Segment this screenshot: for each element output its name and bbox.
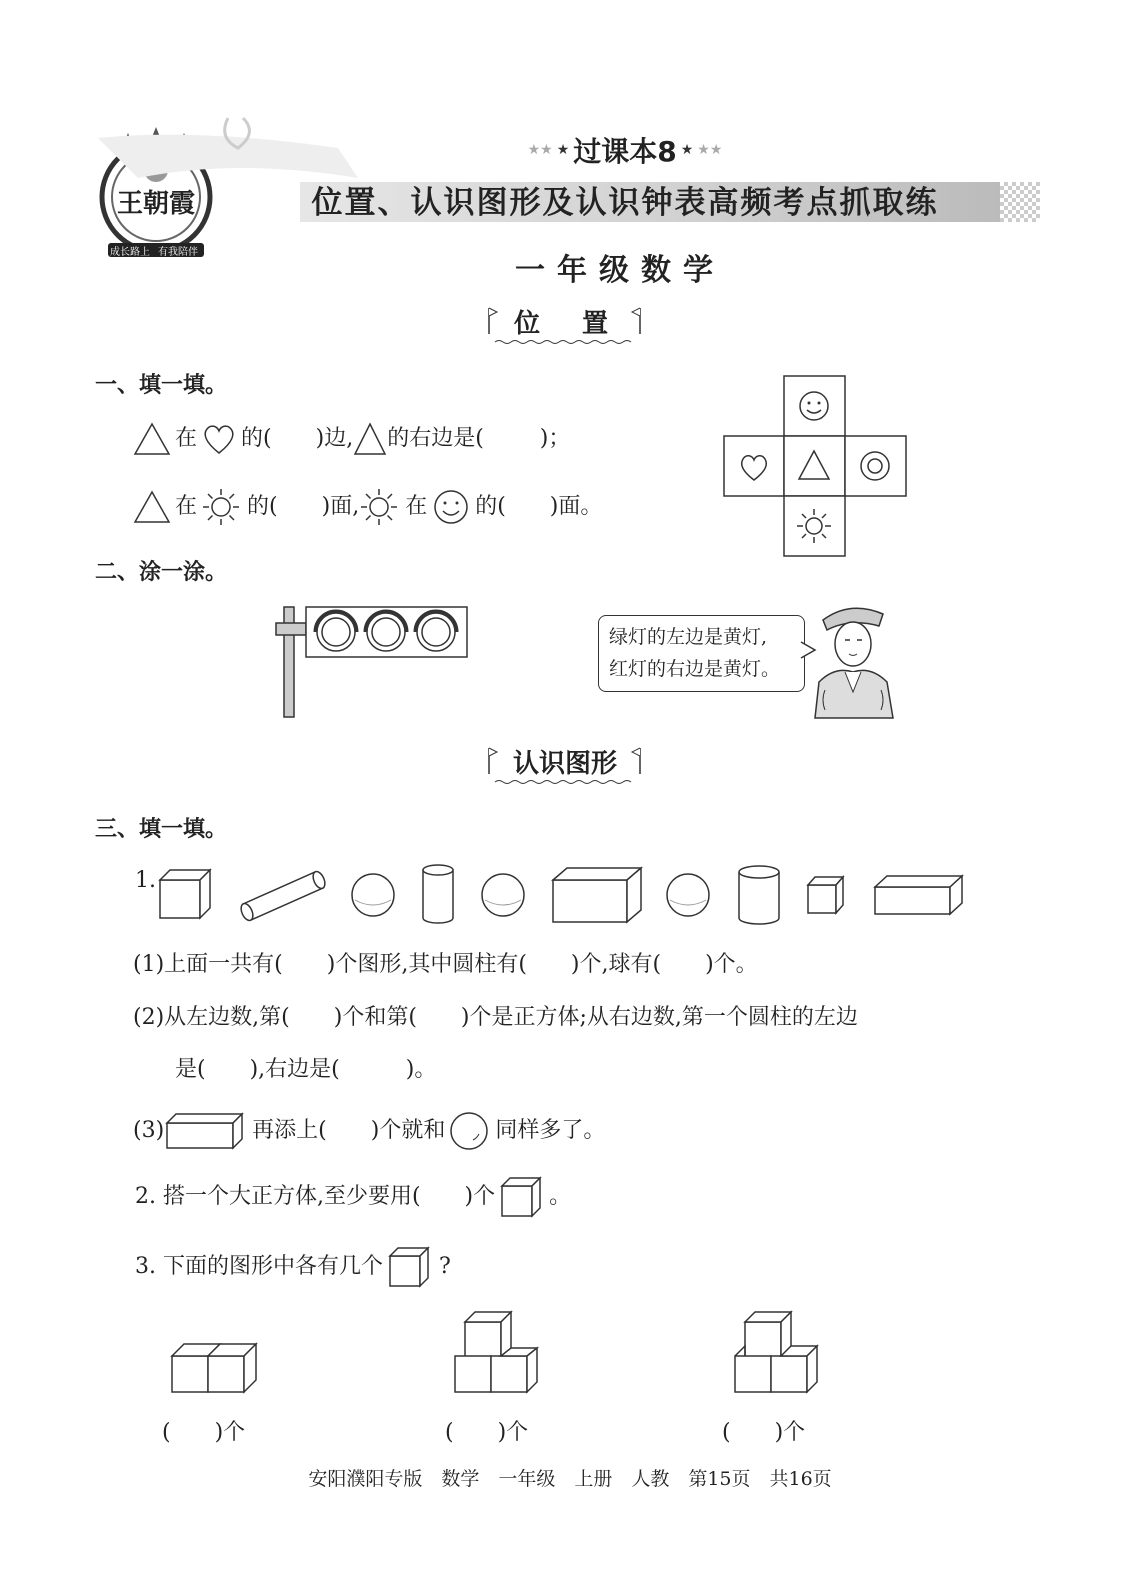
star-decoration-right: ★★: [697, 142, 723, 158]
footer-text: 安阳濮阳专版 数学 一年级 上册 人教 第15页 共16页: [308, 1468, 832, 1490]
q1-l2-c: )面,: [321, 494, 360, 519]
q1-l2-b: 的(: [247, 494, 278, 519]
small-cube-icon: [387, 1245, 433, 1289]
series-label: [505, 130, 745, 170]
q3-p3-mid: 再添上( )个就和: [252, 1118, 446, 1143]
lying-cylinder-icon: [239, 870, 327, 923]
answer-blank-3[interactable]: ( )个: [722, 1420, 806, 1445]
sphere-icon: [482, 874, 524, 916]
star-decoration-left-dark: ★: [556, 142, 570, 158]
cube-stack-four: [733, 1310, 818, 1395]
main-title: 位置、认识图形及认识钟表高频考点抓取练: [311, 185, 939, 221]
answer-blank-1[interactable]: ( )个: [162, 1420, 246, 1445]
logo-text: 王朝霞: [116, 189, 195, 219]
shapes-row: [155, 860, 970, 930]
triangle-icon: [133, 422, 171, 456]
q1-l2-a: 在: [175, 494, 198, 519]
logo-motto-left: 成长路上: [110, 247, 150, 258]
logo-motto-right: 有我陪伴: [158, 247, 198, 258]
q3-item2-text: 2. 搭一个大正方体,至少要用( )个: [135, 1184, 496, 1209]
cube-stack-three: [453, 1310, 538, 1395]
cuboid-icon: [875, 876, 962, 914]
q3-part2-line2: 是( ),右边是( )。: [175, 1057, 437, 1082]
sun-icon: [359, 487, 399, 527]
sphere-icon: [352, 874, 394, 916]
triangle-icon: [353, 422, 387, 456]
q3-item3: [135, 1245, 451, 1289]
speech-bubble: [598, 615, 805, 692]
cube-icon: [160, 870, 210, 918]
section-title-position: [485, 302, 650, 340]
q3-p3-end: 同样多了。: [495, 1118, 606, 1143]
cylinder-icon: [739, 866, 779, 924]
q1-l1-e: )；: [539, 426, 571, 451]
q1-l1-d: 的右边是(: [387, 426, 484, 451]
small-cube-icon: [499, 1175, 545, 1219]
smiley-icon: [433, 489, 469, 525]
cube-net-diagram: [723, 375, 908, 558]
q3-heading: 三、填一填。: [95, 817, 228, 842]
q3-item3-text: 3. 下面的图形中各有几个: [135, 1254, 383, 1279]
subtitle: 一年级数学: [515, 253, 725, 288]
series-label-text: 过课本8: [573, 135, 677, 168]
q1-l1-c: )边,: [315, 426, 354, 451]
q3-item3-end: ?: [438, 1254, 451, 1279]
cuboid-icon: [166, 1111, 246, 1151]
sun-icon: [201, 487, 241, 527]
q1-line1: [133, 422, 570, 456]
q1-line2: [133, 487, 602, 527]
q3-item1-number: 1.: [135, 868, 156, 893]
q1-l2-e: 的(: [475, 494, 506, 519]
traffic-light-diagram: [275, 605, 470, 720]
q3-item2-end: 。: [549, 1184, 572, 1209]
sphere-icon: [449, 1110, 491, 1152]
cuboid-icon: [553, 868, 641, 922]
triangle-icon: [133, 490, 171, 524]
q2-heading: 二、涂一涂。: [95, 560, 228, 585]
section-title-text: 位 置: [513, 308, 617, 339]
bubble-line-2: 红灯的右边是黄灯。: [609, 658, 781, 680]
q1-l1-a: 在: [175, 426, 198, 451]
q3-part3: [133, 1110, 605, 1152]
section-flag-icon: [485, 302, 650, 348]
star-decoration-right-dark: ★: [680, 142, 694, 158]
q3-item2: [135, 1175, 571, 1219]
star-decoration-left: ★★: [527, 142, 553, 158]
section-flag-icon: [485, 742, 650, 788]
cube-stack-two: [170, 1340, 255, 1395]
police-officer-icon: [805, 600, 900, 720]
q3-part1: (1)上面一共有( )个图形,其中圆柱有( )个,球有( )个。: [133, 952, 758, 977]
q1-heading: 一、填一填。: [95, 373, 228, 398]
q1-l1-b: 的(: [241, 426, 272, 451]
heart-icon: [201, 422, 237, 456]
cylinder-icon: [423, 865, 453, 923]
section-title-text: 认识图形: [512, 748, 617, 779]
q1-l2-d: 在: [405, 494, 428, 519]
q3-part2-line1: (2)从左边数,第( )个和第( )个是正方体;从右边数,第一个圆柱的左边: [133, 1005, 858, 1030]
sphere-icon: [667, 874, 709, 916]
q3-p3-label: (3): [133, 1118, 165, 1143]
banner-checker: [1000, 182, 1040, 222]
q1-l2-f: )面。: [549, 494, 603, 519]
small-cube-icon: [808, 877, 843, 913]
answer-blank-2[interactable]: ( )个: [445, 1420, 529, 1445]
section-title-shapes: [485, 742, 650, 780]
bubble-line-1: 绿灯的左边是黄灯,: [609, 626, 768, 648]
